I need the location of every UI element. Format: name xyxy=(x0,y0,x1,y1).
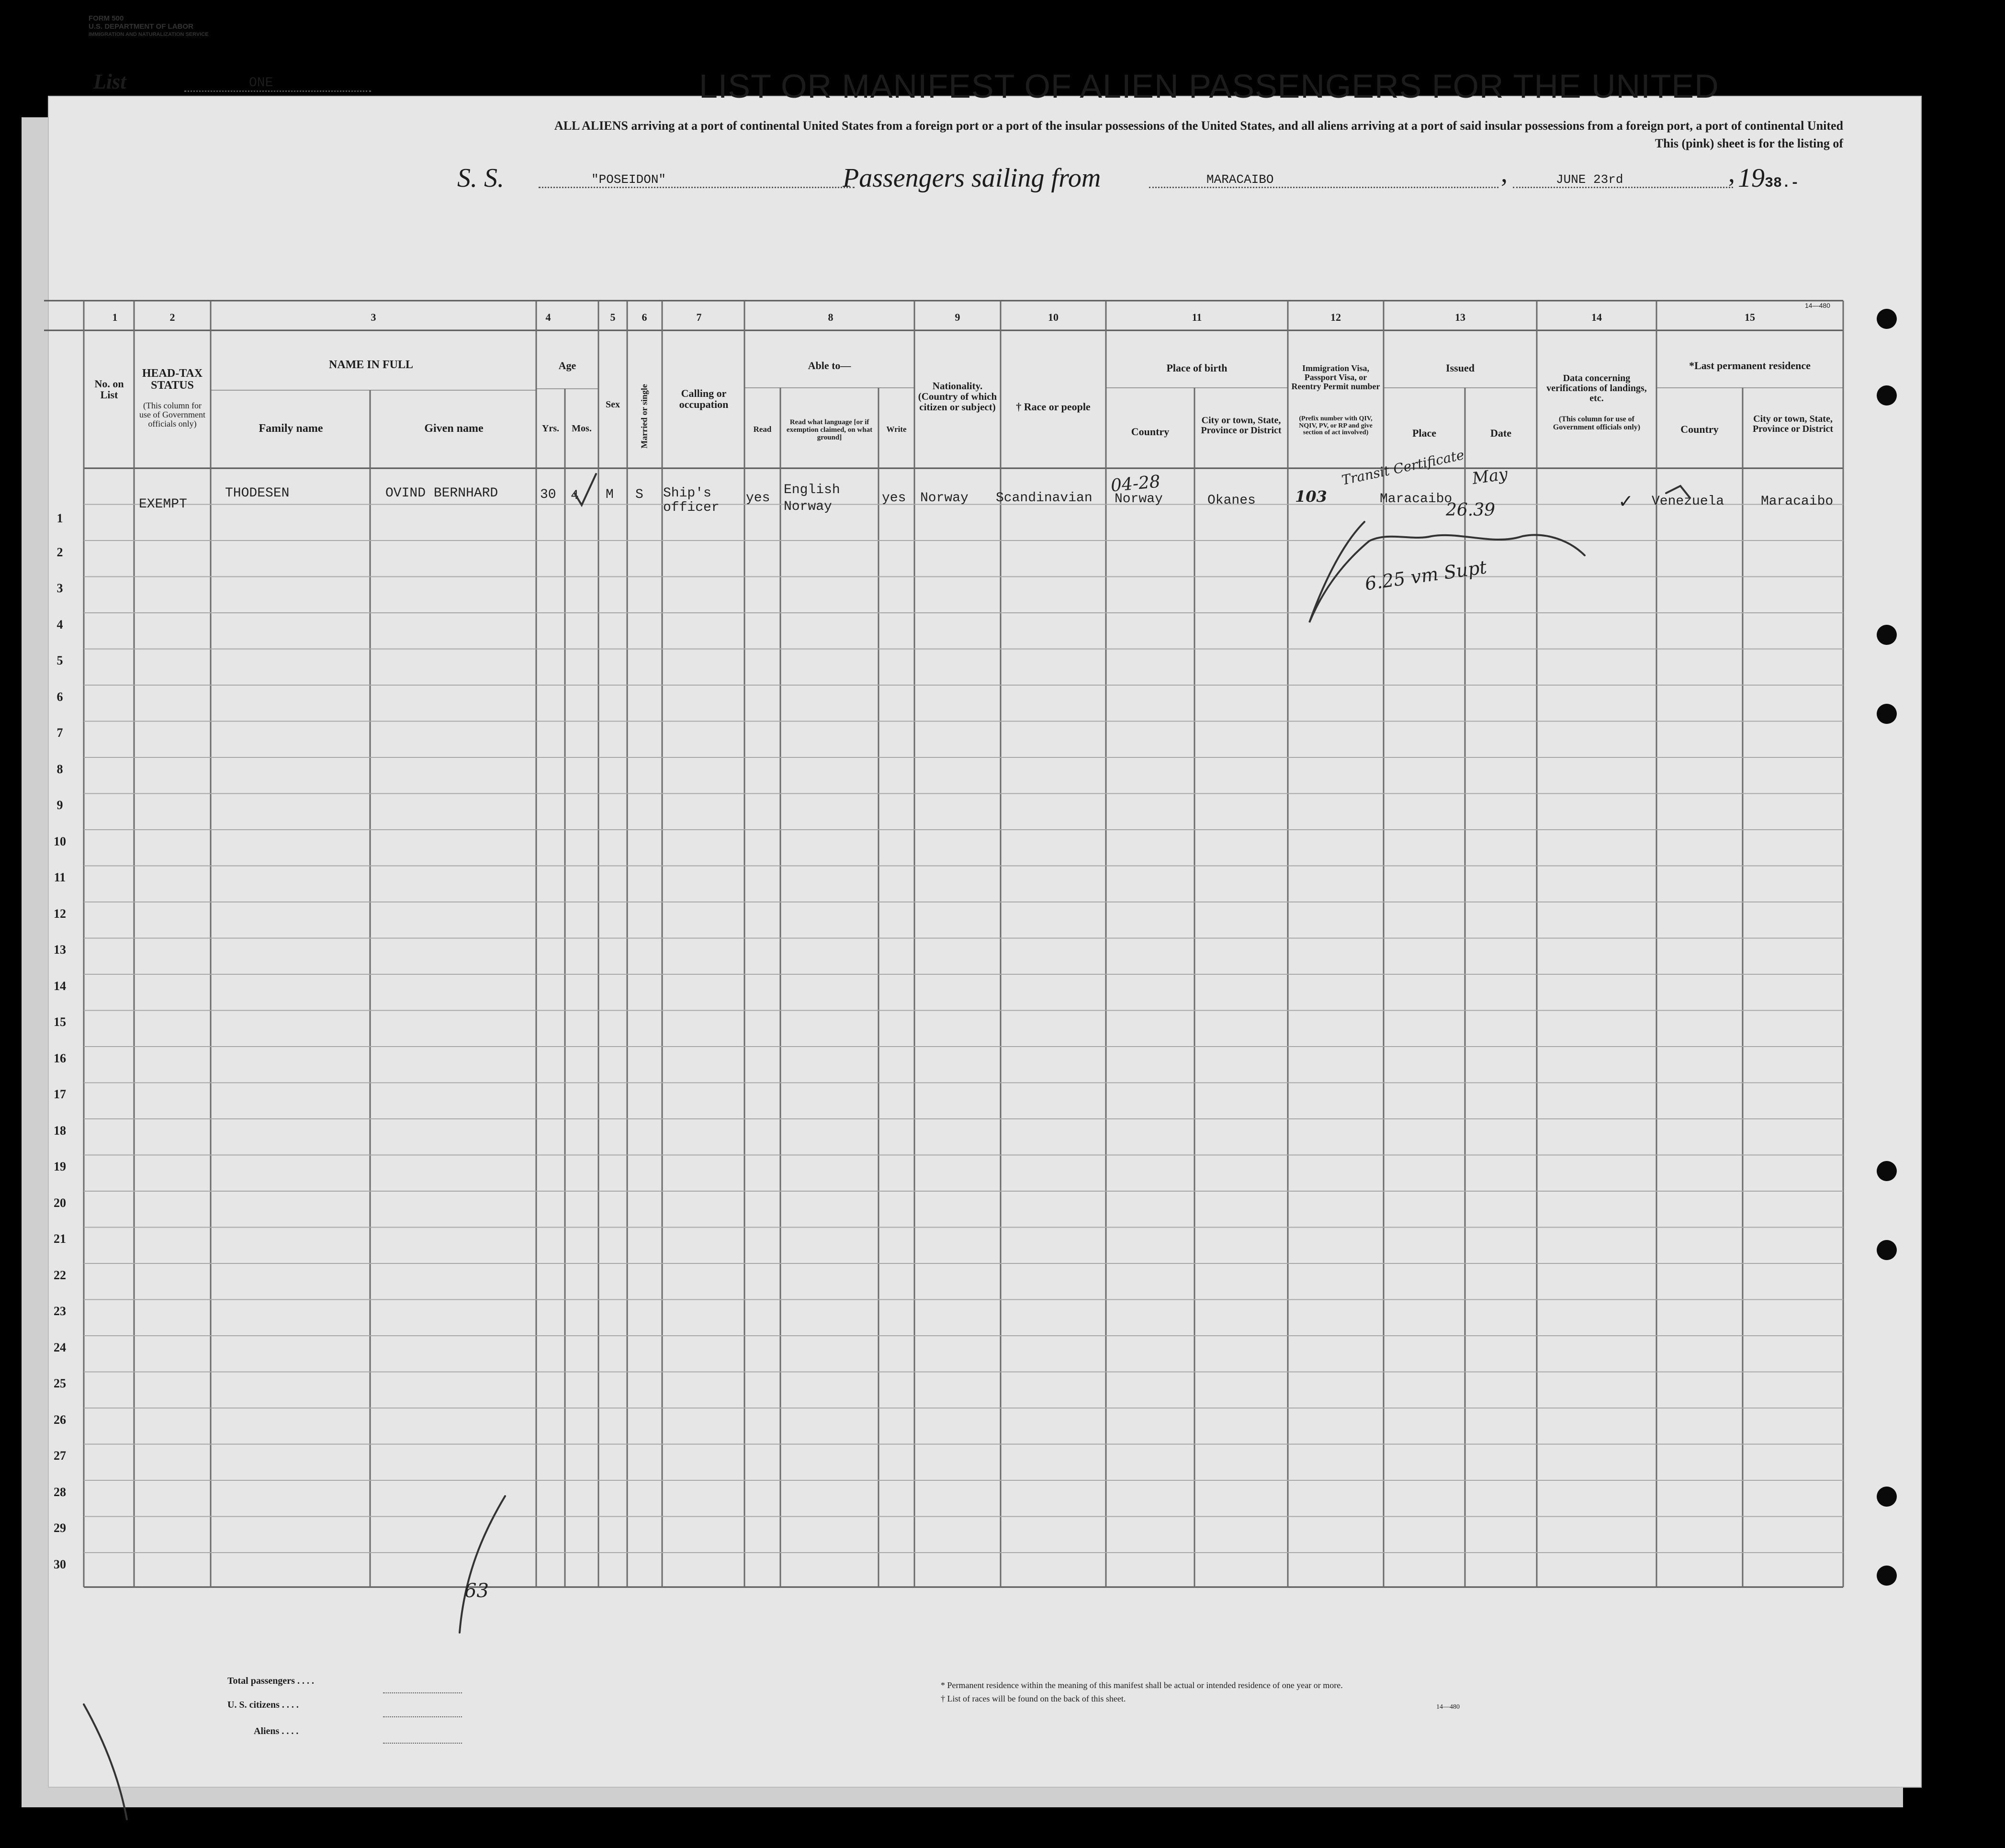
header-visa: Immigration Visa, Passport Visa, or Reentry Permit number xyxy=(1291,363,1380,391)
passenger-head-tax: EXEMPT xyxy=(139,497,187,512)
header-read-language: Read what language [or if exemption claimed, on what ground] xyxy=(786,418,873,441)
handwritten-visa-number: 103 xyxy=(1295,487,1327,506)
footer-form-code: 14—480 xyxy=(1436,1703,1460,1711)
us-citizens-line xyxy=(383,1716,462,1717)
comma-separator: , xyxy=(1728,158,1735,188)
verification-checkmark: ✓ xyxy=(1618,491,1633,512)
header-no-on-list: No. on List xyxy=(94,378,124,401)
header-family-name: Family name xyxy=(259,422,323,435)
col-number-12: 12 xyxy=(1330,311,1341,323)
col-number-3: 3 xyxy=(371,311,376,323)
handwritten-issued-date: 26.39 xyxy=(1446,500,1496,520)
instruction-line-1: ALL ALIENS arriving at a port of continental United States from a foreign port or a port of the insular possessions of the United States, and all aliens arriving at a port of said insular possessions from a foreign port, a port of continental United xyxy=(554,119,1843,133)
row-number: 5 xyxy=(56,654,63,667)
binder-hole xyxy=(1877,309,1897,329)
header-birth-city: City or town, State, Province or District xyxy=(1201,415,1282,436)
row-number: 26 xyxy=(54,1412,66,1427)
col-number-1: 1 xyxy=(112,311,118,323)
col-number-13: 13 xyxy=(1455,311,1465,323)
header-age: Age xyxy=(558,360,576,372)
col-number-9: 9 xyxy=(955,311,960,323)
aliens-line xyxy=(383,1743,462,1744)
sailing-from: MARACAIBO xyxy=(1149,172,1498,188)
passenger-given-name: OVIND BERNHARD xyxy=(385,486,498,501)
row-number: 4 xyxy=(56,617,63,631)
col-number-5: 5 xyxy=(610,311,616,323)
header-read: Read xyxy=(753,425,772,434)
form-number: FORM 500 xyxy=(89,14,124,23)
header-head-tax-note: (This column for use of Government officials only) xyxy=(139,401,205,428)
passenger-res-city: Maracaibo xyxy=(1761,494,1834,509)
row-number: 20 xyxy=(54,1195,66,1210)
page-mark: 63 xyxy=(464,1580,489,1602)
passenger-birth-city: Okanes xyxy=(1207,493,1256,508)
passenger-birth-country: Norway xyxy=(1115,492,1163,507)
col-number-11: 11 xyxy=(1192,311,1202,323)
form-code: 14—480 xyxy=(1805,302,1830,309)
header-married-or-single: Married or single xyxy=(639,384,649,449)
row-number: 16 xyxy=(54,1051,66,1065)
header-visa-note: (Prefix number with QIV, NQIV, PV, or RP and give section of act involved) xyxy=(1299,415,1373,437)
header-place-of-birth: Place of birth xyxy=(1166,362,1228,374)
row-number: 10 xyxy=(54,834,66,848)
header-data-note: (This column for use of Government officials only) xyxy=(1553,415,1641,431)
page-title: LIST OR MANIFEST OF ALIEN PASSENGERS FOR THE UNITED xyxy=(699,68,1719,105)
comma-separator: , xyxy=(1501,158,1508,188)
handwritten-birth-note: 04-28 xyxy=(1110,472,1161,496)
row-number: 30 xyxy=(54,1557,66,1571)
handwritten-issued-month: May xyxy=(1471,464,1509,488)
passenger-race: Scandinavian xyxy=(996,491,1093,506)
col-number-8: 8 xyxy=(828,311,834,323)
row-number: 28 xyxy=(54,1485,66,1499)
row-number: 19 xyxy=(54,1160,66,1173)
passenger-write: yes xyxy=(882,491,906,506)
col-number-15: 15 xyxy=(1745,311,1755,323)
passenger-family-name: THODESEN xyxy=(225,486,290,501)
footnote-races: † List of races will be found on the back of this sheet. xyxy=(941,1694,1126,1703)
header-issued-place: Place xyxy=(1412,427,1437,439)
header-calling: Calling or occupation xyxy=(679,387,729,411)
header-head-tax: HEAD-TAX STATUS xyxy=(142,367,203,392)
col-number-2: 2 xyxy=(169,311,175,323)
passenger-marital: S xyxy=(635,487,643,502)
row-number: 1 xyxy=(56,511,63,525)
row-number: 18 xyxy=(54,1123,66,1138)
row-number: 8 xyxy=(56,762,63,776)
footer-aliens: Aliens . . . . xyxy=(254,1726,299,1736)
header-yrs: Yrs. xyxy=(541,423,560,434)
header-given-name: Given name xyxy=(424,422,484,435)
footer-us-citizens: U. S. citizens . . . . xyxy=(227,1700,299,1710)
year-suffix: 38.- xyxy=(1765,175,1800,192)
signature-scrawl xyxy=(1309,522,1585,622)
header-race: † Race or people xyxy=(1016,401,1091,413)
ship-name: "POSEIDON" xyxy=(539,172,855,188)
binder-hole xyxy=(1877,1161,1897,1181)
passenger-nationality: Norway xyxy=(920,491,969,506)
row-number: 21 xyxy=(54,1232,66,1246)
binder-hole xyxy=(1877,385,1897,406)
row-number: 27 xyxy=(54,1449,66,1463)
passenger-occupation-line2: officer xyxy=(663,500,720,515)
header-res-city: City or town, State, Province or District xyxy=(1752,414,1834,434)
passenger-age-months: 4 xyxy=(571,488,579,503)
passenger-language-line1: English xyxy=(784,483,840,497)
margin-pencil-stroke xyxy=(460,1496,505,1633)
department-name: U.S. DEPARTMENT OF LABOR xyxy=(89,23,193,31)
row-number: 14 xyxy=(54,979,66,993)
header-able-to: Able to— xyxy=(808,360,851,372)
row-number: 6 xyxy=(56,689,63,704)
footer-total-passengers: Total passengers . . . . xyxy=(227,1676,314,1686)
binder-hole xyxy=(1877,1487,1897,1507)
list-value: ONE xyxy=(184,76,371,92)
col-number-10: 10 xyxy=(1048,311,1059,323)
row-number: 11 xyxy=(54,870,66,884)
col-number-4: 4 xyxy=(545,311,551,323)
passenger-issued-place: Maracaibo xyxy=(1380,492,1453,507)
binder-hole xyxy=(1877,704,1897,724)
header-res-country: Country xyxy=(1680,423,1719,435)
row-number: 29 xyxy=(54,1521,66,1535)
binder-hole xyxy=(1877,1240,1897,1260)
sailing-date: JUNE 23rd xyxy=(1513,172,1733,188)
row-number: 7 xyxy=(56,726,63,740)
footnote-residence: * Permanent residence within the meaning of this manifest shall be actual or intended residence of one year or more. xyxy=(941,1680,1343,1690)
header-data-concerning: Data concerning verifications of landings, etc. xyxy=(1546,373,1647,404)
row-number: 15 xyxy=(54,1015,66,1029)
binder-hole xyxy=(1877,625,1897,645)
header-name-in-full: NAME IN FULL xyxy=(328,359,413,371)
row-number: 2 xyxy=(56,545,63,559)
row-number: 9 xyxy=(56,798,63,812)
passenger-read: yes xyxy=(746,491,770,506)
header-nationality: Nationality. (Country of which citizen or subject) xyxy=(918,380,997,413)
header-write: Write xyxy=(886,425,907,434)
passenger-sex: M xyxy=(606,487,614,502)
total-passengers-line xyxy=(383,1692,462,1693)
col-number-7: 7 xyxy=(696,311,702,323)
col-number-14: 14 xyxy=(1591,311,1602,323)
list-label: List xyxy=(93,70,126,93)
row-number: 13 xyxy=(54,943,66,957)
handwritten-visa-annotation: Transit Certificate xyxy=(1340,447,1466,488)
year-prefix: 19 xyxy=(1738,163,1765,193)
header-issued: Issued xyxy=(1446,362,1475,374)
row-number: 23 xyxy=(54,1304,66,1318)
header-mos: Mos. xyxy=(572,423,592,434)
instruction-line-2: This (pink) sheet is for the listing of xyxy=(1655,136,1843,150)
lower-margin-stroke xyxy=(84,1704,127,1819)
row-number: 24 xyxy=(54,1340,66,1354)
residence-tick xyxy=(1666,486,1690,498)
service-name: IMMIGRATION AND NATURALIZATION SERVICE xyxy=(89,32,209,37)
passenger-language-line2: Norway xyxy=(784,499,832,514)
header-birth-country: Country xyxy=(1131,426,1170,438)
row-number: 17 xyxy=(54,1087,66,1101)
passenger-age-years: 30 xyxy=(540,487,556,502)
row-number: 12 xyxy=(54,906,66,921)
header-last-residence: *Last permanent residence xyxy=(1689,360,1811,372)
header-sex: Sex xyxy=(606,399,620,410)
ss-label: S. S. xyxy=(457,163,504,193)
col-number-6: 6 xyxy=(642,311,647,323)
age-checkmark xyxy=(574,474,596,505)
row-number: 3 xyxy=(56,581,63,595)
header-issued-date: Date xyxy=(1490,427,1511,439)
handwritten-signature-note: 6.25 vm Supt xyxy=(1363,556,1488,595)
row-number: 22 xyxy=(54,1268,66,1282)
passenger-res-country: Venezuela xyxy=(1652,494,1724,509)
sailing-label: Passengers sailing from xyxy=(843,163,1101,193)
passenger-occupation-line1: Ship's xyxy=(663,486,711,501)
row-number: 25 xyxy=(54,1376,66,1390)
binder-hole xyxy=(1877,1566,1897,1586)
